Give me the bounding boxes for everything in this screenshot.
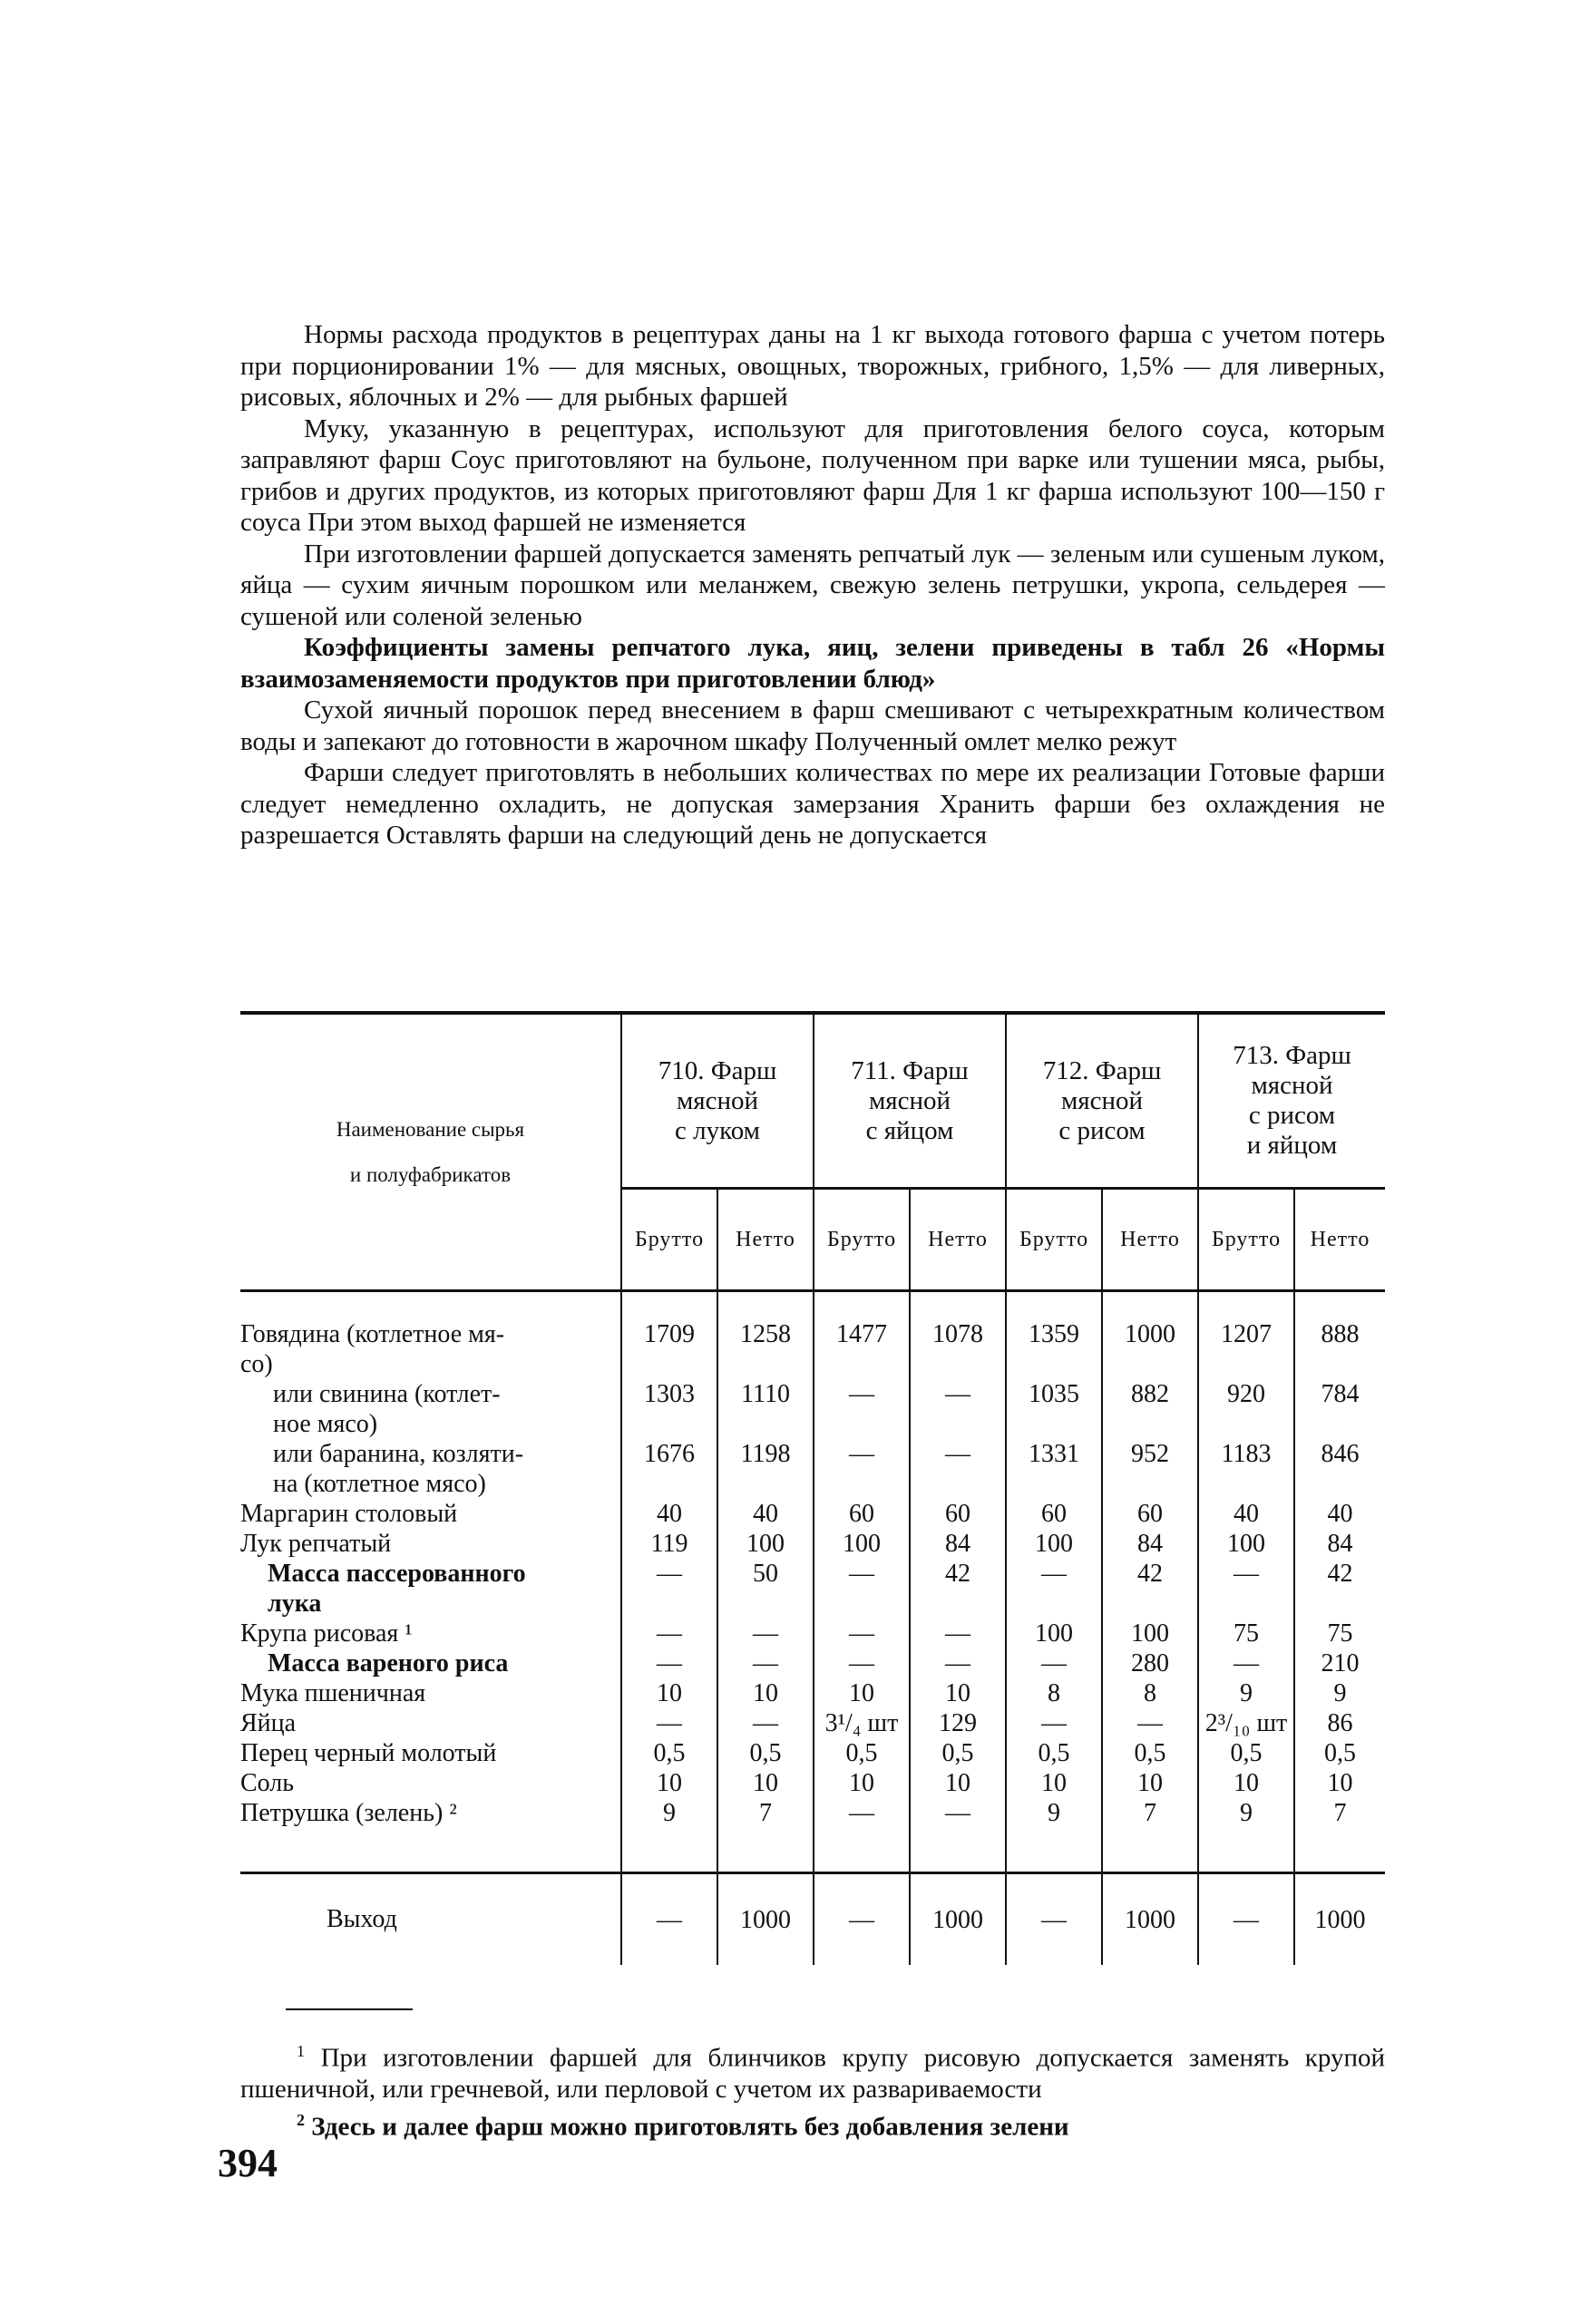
brutto-value: 1035 [1006,1379,1102,1439]
netto-value: 8 [1102,1678,1198,1708]
dish-title: 710. Фарш [658,1055,777,1085]
brutto-value: 10 [1198,1768,1294,1798]
ingredient-name [240,1499,621,1529]
ingredient-row [240,1559,1385,1619]
netto-value: 9 [1294,1678,1385,1708]
brutto-value: 1183 [1198,1439,1294,1499]
brutto-value: 40 [621,1499,717,1529]
dish-title: с рисом [1058,1115,1146,1145]
brutto-value: — [814,1798,910,1873]
brutto-header: Брутто [814,1189,910,1291]
netto-value: — [910,1648,1006,1678]
ingredient-row [240,1439,1385,1499]
brutto-value: 119 [621,1529,717,1559]
brutto-value: 10 [814,1678,910,1708]
ingredient-name [240,1768,621,1798]
brutto-value: 1331 [1006,1439,1102,1499]
netto-value: — [910,1379,1006,1439]
output-value: 1000 [910,1873,1006,1966]
brutto-value: — [814,1559,910,1619]
recipe-table-body [240,1291,1385,1873]
brutto-value: 10 [814,1768,910,1798]
brutto-value: 9 [1198,1678,1294,1708]
brutto-value: 1477 [814,1291,910,1380]
brutto-value: — [1006,1648,1102,1678]
ingredient-name-line: Говядина (котлетное мя- [240,1320,505,1348]
netto-value: — [717,1619,814,1648]
netto-value: 10 [1102,1768,1198,1798]
brutto-value: 9 [1006,1798,1102,1873]
netto-value: — [910,1798,1006,1873]
ingredient-name-line: на (котлетное мясо) [273,1470,486,1498]
brutto-value: 1359 [1006,1291,1102,1380]
output-value: — [1006,1873,1102,1966]
ingredient-name-line: или баранина, козляти- [273,1440,524,1468]
ingredient-row [240,1648,1385,1678]
brutto-value: 0,5 [621,1738,717,1768]
dish-header-712 [1006,1013,1198,1189]
dish-title: и яйцом [1246,1131,1338,1160]
netto-value: — [910,1439,1006,1499]
output-value: — [814,1873,910,1966]
header-line: и полуфабрикатов [349,1162,512,1186]
brutto-value: — [621,1559,717,1619]
ingredient-name-line: Яйца [240,1709,297,1737]
ingredient-name [240,1379,621,1439]
dish-title: с луком [674,1115,760,1145]
ingredient-name-line: со) [240,1350,273,1378]
ingredient-name [240,1559,621,1619]
netto-value: 10 [1294,1768,1385,1798]
dish-title: 711. Фарш [851,1055,969,1085]
netto-value: 0,5 [910,1738,1006,1768]
netto-value: 0,5 [717,1738,814,1768]
brutto-value: 1207 [1198,1291,1294,1380]
netto-value: 7 [1294,1798,1385,1873]
header-line: Наименование сырья [336,1117,525,1141]
dish-header-711 [814,1013,1006,1189]
ingredient-name-line: Лук репчатый [240,1530,392,1558]
ingredient-row [240,1768,1385,1798]
netto-value: 86 [1294,1708,1385,1738]
brutto-value: 1303 [621,1379,717,1439]
netto-value: 60 [910,1499,1006,1529]
output-row [240,1873,1385,1966]
ingredient-row [240,1708,1385,1738]
netto-value: 784 [1294,1379,1385,1439]
brutto-value: — [621,1648,717,1678]
dish-title: мясной [1060,1085,1144,1115]
ingredient-name [240,1439,621,1499]
brutto-value: — [621,1619,717,1648]
brutto-value: 2³/₁₀ шт [1198,1708,1294,1738]
netto-value: 1110 [717,1379,814,1439]
brutto-header: Брутто [1198,1189,1294,1291]
ingredient-name [240,1738,621,1768]
netto-value: 952 [1102,1439,1198,1499]
ingredient-name-line: Масса пассерованного [268,1560,526,1588]
recipe-table [240,1011,1385,1965]
brutto-value: 40 [1198,1499,1294,1529]
footnote-mark: 2 [297,2110,305,2129]
netto-value: 84 [1294,1529,1385,1559]
netto-value: 84 [1102,1529,1198,1559]
output-value: — [1198,1873,1294,1966]
brutto-value: — [1198,1648,1294,1678]
intro-paragraph: При изготовлении фаршей допускается заменять репчатый лук — зеленым или сушеным луком, яйца — сухим яичным порошком или меланжем, свежую зелень петрушки, укропа, сельдерея — сушеной или соленой зеленью [240,539,1385,631]
ingredient-name-line: Петрушка (зелень) ² [240,1799,457,1827]
ingredient-name-line: ное мясо) [273,1410,378,1438]
footnote-2 [240,2105,1385,2143]
dish-title: 712. Фарш [1042,1055,1162,1085]
brutto-value: 8 [1006,1678,1102,1708]
ingredient-name [240,1648,621,1678]
ingredient-name [240,1708,621,1738]
netto-header: Нетто [717,1189,814,1291]
ingredient-name [240,1529,621,1559]
footnote-text: Здесь и далее фарш можно приготовлять без добавления зелени [311,2112,1069,2142]
ingredient-row [240,1499,1385,1529]
dish-title: мясной [676,1085,759,1115]
netto-value: 888 [1294,1291,1385,1380]
netto-value: 42 [910,1559,1006,1619]
brutto-value: 920 [1198,1379,1294,1439]
intro-paragraph: Коэффициенты замены репчатого лука, яиц, зелени приведены в табл 26 «Нормы взаимозаменяемости продуктов при приготовлении блюд» [240,633,1385,694]
footnote-mark: 1 [297,2042,305,2060]
intro-paragraph: Муку, указанную в рецептурах, используют для приготовления белого соуса, которым заправляют фарш Соус приготовляют на бульоне, полученном при варке или тушении мяса, рыбы, грибов и других продуктов, из которых приготовляют фарш Для 1 кг фарша используют 100—150 г соуса При этом выход фаршей не изменяется [240,413,1385,537]
netto-value: 7 [717,1798,814,1873]
brutto-value: — [1006,1559,1102,1619]
netto-value: 42 [1294,1559,1385,1619]
dish-header-713 [1198,1013,1385,1189]
brutto-header: Брутто [621,1189,717,1291]
dish-title: мясной [1251,1071,1333,1100]
netto-value: 60 [1102,1499,1198,1529]
netto-value: 129 [910,1708,1006,1738]
brutto-value: — [814,1619,910,1648]
netto-value: 40 [1294,1499,1385,1529]
netto-value: 1258 [717,1291,814,1380]
output-value: — [621,1873,717,1966]
brutto-value: 10 [621,1768,717,1798]
ingredient-name-line: Масса вареного риса [268,1649,509,1677]
brutto-value: — [814,1648,910,1678]
netto-header: Нетто [1294,1189,1385,1291]
brutto-value: — [1006,1708,1102,1738]
brutto-value: 1676 [621,1439,717,1499]
ingredient-row [240,1678,1385,1708]
output-value: 1000 [1102,1873,1198,1966]
netto-value: 0,5 [1294,1738,1385,1768]
intro-paragraph: Фарши следует приготовлять в небольших количествах по мере их реализации Готовые фарши следует немедленно охладить, не допуская замерзания Хранить фарши без охлаждения не разрешается Оставлять фарши на следующий день не допускается [240,758,1385,850]
netto-value: 100 [717,1529,814,1559]
netto-value: 84 [910,1529,1006,1559]
ingredient-name-line: Перец черный молотый [240,1739,497,1767]
brutto-value: — [621,1708,717,1738]
brutto-value: 1709 [621,1291,717,1380]
netto-value: 0,5 [1102,1738,1198,1768]
ingredient-column-header [240,1013,621,1291]
netto-value: 210 [1294,1648,1385,1678]
brutto-value: — [814,1439,910,1499]
netto-value: 1000 [1102,1291,1198,1380]
netto-value: 882 [1102,1379,1198,1439]
intro-text [240,319,1385,851]
dish-title: мясной [868,1085,951,1115]
dish-title: с рисом [1248,1101,1336,1130]
brutto-value: 10 [1006,1768,1102,1798]
output-value: 1000 [1294,1873,1385,1966]
dish-title: с яйцом [865,1115,954,1145]
brutto-value: 100 [814,1529,910,1559]
ingredient-name-line: лука [268,1590,322,1618]
ingredient-name-line: или свинина (котлет- [273,1380,501,1408]
netto-value: 1198 [717,1439,814,1499]
footnote-1 [240,2036,1385,2105]
brutto-value: — [1198,1559,1294,1619]
netto-value: 280 [1102,1648,1198,1678]
brutto-value: 75 [1198,1619,1294,1648]
netto-value: 10 [717,1678,814,1708]
intro-paragraph: Сухой яичный порошок перед внесением в фарш смешивают с четырехкратным количеством воды и запекают до готовности в жарочном шкафу Полученный омлет мелко режут [240,695,1385,756]
brutto-value: 10 [621,1678,717,1708]
brutto-value: 100 [1006,1619,1102,1648]
netto-value: 846 [1294,1439,1385,1499]
intro-paragraph: Нормы расхода продуктов в рецептурах даны на 1 кг выхода готового фарша с учетом потерь при порционировании 1% — для мясных, овощных, творожных, грибного, 1,5% — для ливерных, рисовых, яблочных и 2% — для рыбных фаршей [240,320,1385,412]
ingredient-name-line: Крупа рисовая ¹ [240,1619,413,1648]
netto-header: Нетто [910,1189,1006,1291]
brutto-value: 0,5 [814,1738,910,1768]
ingredient-row [240,1619,1385,1648]
dish-header-710 [621,1013,814,1189]
ingredient-name-line: Соль [240,1769,295,1797]
brutto-value: 9 [1198,1798,1294,1873]
ingredient-name-line: Маргарин столовый [240,1500,458,1528]
ingredient-row [240,1738,1385,1768]
netto-value: 40 [717,1499,814,1529]
footnote-divider [286,2008,413,2010]
netto-value: — [910,1619,1006,1648]
brutto-header: Брутто [1006,1189,1102,1291]
netto-value: 7 [1102,1798,1198,1873]
netto-value: 10 [717,1768,814,1798]
output-label: Выход [240,1873,621,1966]
brutto-value: 0,5 [1198,1738,1294,1768]
output-value: 1000 [717,1873,814,1966]
brutto-value: 0,5 [1006,1738,1102,1768]
brutto-value: 60 [814,1499,910,1529]
netto-value: 10 [910,1768,1006,1798]
footnotes [240,2036,1385,2142]
brutto-value: 100 [1198,1529,1294,1559]
ingredient-row [240,1529,1385,1559]
netto-value: 10 [910,1678,1006,1708]
brutto-value: 60 [1006,1499,1102,1529]
netto-value: — [717,1648,814,1678]
brutto-value: — [814,1379,910,1439]
netto-value: 50 [717,1559,814,1619]
ingredient-row [240,1379,1385,1439]
ingredient-name-line: Мука пшеничная [240,1679,426,1707]
netto-value: 75 [1294,1619,1385,1648]
ingredient-name [240,1798,621,1873]
netto-value: — [717,1708,814,1738]
ingredient-name [240,1619,621,1648]
brutto-value: 3¹/₄ шт [814,1708,910,1738]
brutto-value: 100 [1006,1529,1102,1559]
netto-value: — [1102,1708,1198,1738]
netto-value: 42 [1102,1559,1198,1619]
footnote-text: При изготовлении фаршей для блинчиков крупу рисовую допускается заменять крупой пшеничной, или гречневой, или перловой с учетом их развариваемости [240,2043,1386,2104]
netto-value: 100 [1102,1619,1198,1648]
ingredient-name [240,1678,621,1708]
ingredient-row [240,1798,1385,1873]
brutto-value: 9 [621,1798,717,1873]
dish-title: 713. Фарш [1233,1041,1351,1070]
netto-header: Нетто [1102,1189,1198,1291]
netto-value: 1078 [910,1291,1006,1380]
page-number: 394 [218,2141,278,2185]
ingredient-name [240,1291,621,1380]
ingredient-row [240,1291,1385,1380]
